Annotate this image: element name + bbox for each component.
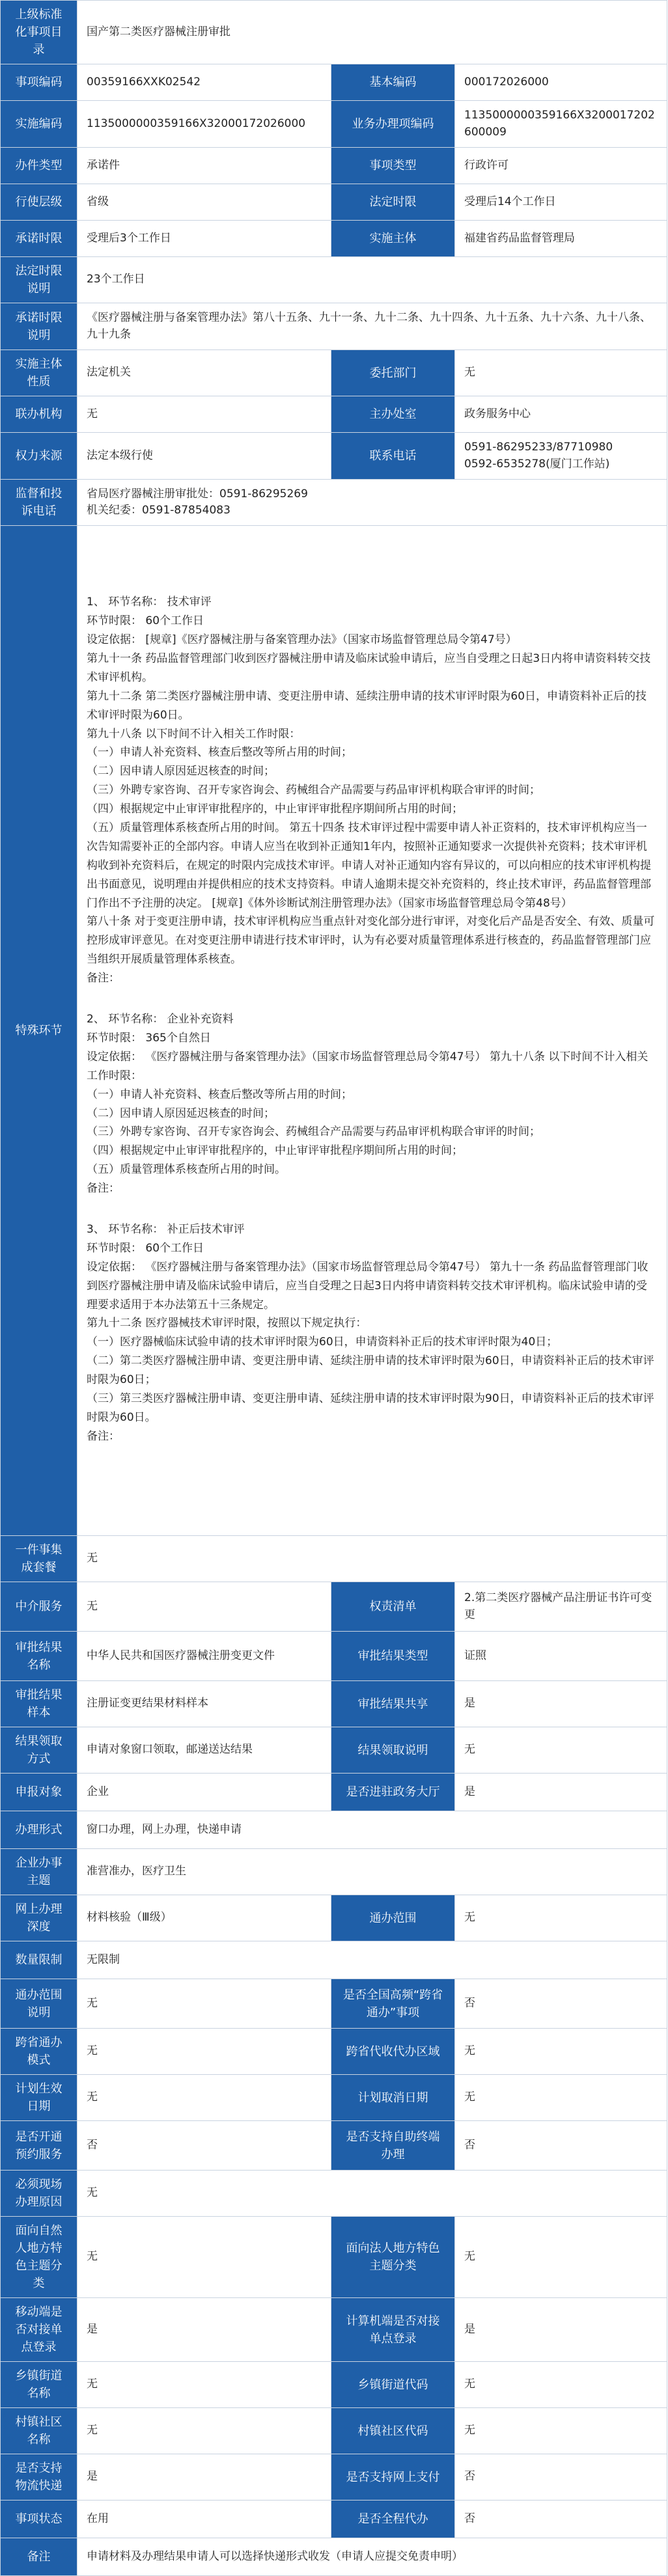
legal-limit-note-label: 法定时限说明 bbox=[1, 257, 77, 303]
special-section-2 bbox=[87, 1010, 658, 1198]
row-catalog bbox=[1, 1, 667, 64]
scope-label: 通办范围 bbox=[331, 1895, 455, 1941]
pc-entry-label: 计算机端是否对接单点登录 bbox=[331, 2298, 455, 2362]
section-line: （五）质量管理体系核查所占用的时间。 第五十四条 技术审评过程中需要申请人补正资料的，技术审评机构应当一次告知需要补正的全部内容。申请人应当在收到补正通知1年内，按照补正通知要求一次提供补充资料；技术审评机构收到补充资料后，在规定的时限内完成技术审评。申请人对补正通知内容有异议的，可以向相应的技术审评机构提出书面意见，说明理由并提供相应的技术支持资料。申请人逾期未提交补充资料的，终止技术审评，药品监督管理部门作出不予注册的决定。 [规章]《体外诊断试剂注册管理办法》（国家市场监督管理总局令第48号） bbox=[87, 821, 651, 910]
row-remark bbox=[1, 2538, 667, 2576]
handle-type-value: 承诺件 bbox=[77, 148, 331, 184]
supervise-value bbox=[77, 480, 667, 526]
section-line: （四）根据规定中止审评审批程序的，中止审评审批程序期间所占用的时间； bbox=[87, 802, 463, 816]
row-promise-limit-note bbox=[1, 303, 667, 350]
person-theme-label: 面向自然人地方特色主题分类 bbox=[1, 2217, 77, 2298]
one-thing-label: 一件事集成套餐 bbox=[1, 1536, 77, 1582]
row-power-source bbox=[1, 433, 667, 480]
online-pay-value: 否 bbox=[455, 2454, 667, 2501]
catalog-value: 国产第二类医疗器械注册审批 bbox=[77, 1, 667, 64]
host-office-label: 主办处室 bbox=[331, 396, 455, 433]
item-code-value: 00359166XXK02542 bbox=[77, 64, 331, 101]
supervise-line: 机关纪委：0591-87854083 bbox=[87, 504, 230, 517]
result-fetch-note-label: 结果领取说明 bbox=[331, 1727, 455, 1774]
level-value: 省级 bbox=[77, 184, 331, 221]
promise-limit-label: 承诺时限 bbox=[1, 221, 77, 257]
village-label: 村镇社区名称 bbox=[1, 2408, 77, 2454]
onsite-reason-label: 必须现场办理原因 bbox=[1, 2171, 77, 2217]
supervise-line: 省局医疗器械注册审批处：0591-86295269 bbox=[87, 487, 308, 500]
appointment-value: 否 bbox=[77, 2121, 331, 2171]
section-line: 环节时限： 365个自然日 bbox=[87, 1031, 211, 1045]
plan-effective-value: 无 bbox=[77, 2075, 331, 2121]
item-type-label: 事项类型 bbox=[331, 148, 455, 184]
section-line: （二）因申请人原因延迟核查的时间； bbox=[87, 765, 275, 778]
remark-label: 备注 bbox=[1, 2538, 77, 2576]
section-line: （一）申请人补充资料、核查后整改等所占用的时间； bbox=[87, 1088, 352, 1101]
catalog-label: 上级标准化事项目录 bbox=[1, 1, 77, 64]
section-line: 备注： bbox=[87, 1429, 120, 1443]
result-name-label: 审批结果名称 bbox=[1, 1632, 77, 1681]
township-code-label: 乡镇街道代码 bbox=[331, 2362, 455, 2408]
scope-note-label: 通办范围说明 bbox=[1, 1979, 77, 2029]
section-line: （四）根据规定中止审评审批程序的，中止审评审批程序期间所占用的时间； bbox=[87, 1144, 463, 1158]
section-line: 环节时限： 60个工作日 bbox=[87, 614, 204, 628]
row-codes bbox=[1, 64, 667, 101]
entrusted-value: 无 bbox=[455, 350, 667, 396]
section-line: 第八十条 对于变更注册申请，技术审评机构应当重点针对变化部分进行审评，对变化后产品是否安全、有效、质量可控形成审评意见。在对变更注册申请进行技术审评时，认为有必要对质量管理体系进行核查的，药品监督管理部门应当组织开展质量管理体系核查。 bbox=[87, 915, 655, 966]
result-type-label: 审批结果类型 bbox=[331, 1632, 455, 1681]
section-line: 设定依据： 《医疗器械注册与备案管理办法》（国家市场监督管理总局令第47号） 第九十一条 药品监督管理部门收到医疗器械注册申请及临床试验申请后，应当自受理之日起3日内将申请资料转交技术审评机构。临床试验申请的受理要求适用于本办法第五十三条规定。 bbox=[87, 1260, 648, 1311]
theme-label: 企业办事主题 bbox=[1, 1849, 77, 1895]
row-township bbox=[1, 2362, 667, 2408]
row-subject-nature bbox=[1, 350, 667, 396]
township-code-value: 无 bbox=[455, 2362, 667, 2408]
subject-label: 实施主体 bbox=[331, 221, 455, 257]
row-applicant bbox=[1, 1774, 667, 1811]
agency-value: 无 bbox=[77, 1582, 331, 1632]
section-line: （一）医疗器械临床试验申请的技术审评时限为60日，申请资料补正后的技术审评时限为40日； bbox=[87, 1336, 558, 1349]
self-service-value: 否 bbox=[455, 2121, 667, 2171]
row-appointment bbox=[1, 2121, 667, 2171]
cross-province-label: 是否全国高频“跨省通办”事项 bbox=[331, 1979, 455, 2029]
row-quantity bbox=[1, 1941, 667, 1979]
row-result-fetch bbox=[1, 1727, 667, 1774]
section-line: 备注： bbox=[87, 1182, 120, 1196]
subject-nature-value: 法定机关 bbox=[77, 350, 331, 396]
special-label: 特殊环节 bbox=[1, 526, 77, 1536]
biz-code-label: 业务办理项编码 bbox=[331, 101, 455, 148]
section-line: 2、 环节名称： 企业补充资料 bbox=[87, 1013, 234, 1026]
entrusted-label: 委托部门 bbox=[331, 350, 455, 396]
township-value: 无 bbox=[77, 2362, 331, 2408]
row-types bbox=[1, 148, 667, 184]
special-sections bbox=[77, 526, 667, 1536]
section-line: 第九十一条 药品监督管理部门收到医疗器械注册申请及临床试验申请后，应当自受理之日起3日内将申请资料转交技术审评机构。 bbox=[87, 652, 651, 684]
section-line: （三）外聘专家咨询、召开专家咨询会、药械组合产品需要与药品审评机构联合审评的时间； bbox=[87, 1125, 540, 1139]
section-line: （三）外聘专家咨询、召开专家咨询会、药械组合产品需要与药品审评机构联合审评的时间； bbox=[87, 784, 540, 797]
section-line: 第九十二条 医疗器械技术审评时限，按照以下规定执行： bbox=[87, 1317, 367, 1330]
scope-note-value: 无 bbox=[77, 1979, 331, 2029]
row-agency bbox=[1, 1582, 667, 1632]
legal-limit-value: 受理后14个工作日 bbox=[455, 184, 667, 221]
cross-mode-label: 跨省通办模式 bbox=[1, 2029, 77, 2075]
village-code-value: 无 bbox=[455, 2408, 667, 2454]
subject-value: 福建省药品监督管理局 bbox=[455, 221, 667, 257]
pc-entry-value: 是 bbox=[455, 2298, 667, 2362]
section-line: （一）申请人补充资料、核查后整改等所占用的时间； bbox=[87, 746, 352, 760]
express-label: 是否支持物流快递 bbox=[1, 2454, 77, 2501]
impl-code-value: 11350000003591​66X32000172026000 bbox=[77, 101, 331, 148]
cross-area-label: 跨省代收代办区域 bbox=[331, 2029, 455, 2075]
row-sso bbox=[1, 2298, 667, 2362]
level-label: 行使层级 bbox=[1, 184, 77, 221]
row-status bbox=[1, 2501, 667, 2538]
phone-label: 联系电话 bbox=[331, 433, 455, 480]
in-hall-value: 是 bbox=[455, 1774, 667, 1811]
remark-value: 申请材料及办理结果申请人可以选择快递形式收发（申请人应提交免责申明） bbox=[77, 2538, 667, 2576]
cross-area-value: 无 bbox=[455, 2029, 667, 2075]
section-line: 设定依据： [规章]《医疗器械注册与备案管理办法》（国家市场监督管理总局令第47号） bbox=[87, 633, 517, 647]
section-line: 第九十二条 第二类医疗器械注册申请、变更注册申请、延续注册申请的技术审评时限为60日，申请资料补正后的技术审评时限为60日。 bbox=[87, 689, 647, 722]
power-source-value: 法定本级行使 bbox=[77, 433, 331, 480]
handle-type-label: 办件类型 bbox=[1, 148, 77, 184]
power-list-label: 权责清单 bbox=[331, 1582, 455, 1632]
result-sample-label: 审批结果样本 bbox=[1, 1681, 77, 1727]
person-theme-value: 无 bbox=[77, 2217, 331, 2298]
theme-value: 准营准办，医疗卫生 bbox=[77, 1849, 667, 1895]
online-pay-label: 是否支持网上支付 bbox=[331, 2454, 455, 2501]
row-onsite-reason bbox=[1, 2171, 667, 2217]
result-type-value: 证照 bbox=[455, 1632, 667, 1681]
section-line: 第九十八条 以下时间不计入相关工作时限： bbox=[87, 727, 301, 741]
plan-effective-label: 计划生效日期 bbox=[1, 2075, 77, 2121]
section-line: （二）第二类医疗器械注册申请、变更注册申请、延续注册申请的技术审评时限为60日，申请资料补正后的技术审评时限为60日； bbox=[87, 1354, 654, 1387]
row-cross-mode bbox=[1, 2029, 667, 2075]
village-code-label: 村镇社区代码 bbox=[331, 2408, 455, 2454]
cross-mode-value: 无 bbox=[77, 2029, 331, 2075]
row-impl-codes bbox=[1, 101, 667, 148]
onsite-reason-value: 无 bbox=[77, 2171, 667, 2217]
full-agent-value: 否 bbox=[455, 2501, 667, 2538]
base-code-label: 基本编码 bbox=[331, 64, 455, 101]
impl-code-label: 实施编码 bbox=[1, 101, 77, 148]
power-list-value: 2.第二类医疗器械产品注册证书许可变更 bbox=[455, 1582, 667, 1632]
status-value: 在用 bbox=[77, 2501, 331, 2538]
result-fetch-note-value: 无 bbox=[455, 1727, 667, 1774]
promise-limit-note-label: 承诺时限说明 bbox=[1, 303, 77, 350]
row-level bbox=[1, 184, 667, 221]
row-theme bbox=[1, 1849, 667, 1895]
promise-limit-note-value: 《医疗器械注册与备案管理办法》第八十五条、九十一条、九十二条、九十四条、九十五条、九十六条、九十八条、九十九条 bbox=[77, 303, 667, 350]
phone-value bbox=[455, 433, 667, 480]
status-label: 事项状态 bbox=[1, 2501, 77, 2538]
one-thing-value: 无 bbox=[77, 1536, 667, 1582]
mobile-entry-value: 是 bbox=[77, 2298, 331, 2362]
row-plan-dates bbox=[1, 2075, 667, 2121]
row-themes bbox=[1, 2217, 667, 2298]
quantity-value: 无限制 bbox=[77, 1941, 667, 1979]
section-line: （三）第三类医疗器械注册申请、变更注册申请、延续注册申请的技术审评时限为90日，申请资料补正后的技术审评时限为60日。 bbox=[87, 1391, 654, 1424]
applicant-label: 申报对象 bbox=[1, 1774, 77, 1811]
joint-org-value: 无 bbox=[77, 396, 331, 433]
section-line: （五）质量管理体系核查所占用的时间。 bbox=[87, 1163, 286, 1177]
row-promise bbox=[1, 221, 667, 257]
row-handle-form bbox=[1, 1811, 667, 1849]
biz-code-value: 11350000003591​66X32000172026000​09 bbox=[455, 101, 667, 148]
row-scope-note bbox=[1, 1979, 667, 2029]
applicant-value: 企业 bbox=[77, 1774, 331, 1811]
phone-line: 0591-86295233/87710980 bbox=[464, 441, 613, 454]
joint-org-label: 联办机构 bbox=[1, 396, 77, 433]
legal-limit-label: 法定时限 bbox=[331, 184, 455, 221]
section-line: 1、 环节名称： 技术审评 bbox=[87, 596, 212, 609]
row-online-depth bbox=[1, 1895, 667, 1941]
result-fetch-value: 申请对象窗口领取，邮递送达结果 bbox=[77, 1727, 331, 1774]
phone-line: 0592-6535278(厦门工作站) bbox=[464, 457, 610, 471]
row-village bbox=[1, 2408, 667, 2454]
item-type-value: 行政许可 bbox=[455, 148, 667, 184]
power-source-label: 权力来源 bbox=[1, 433, 77, 480]
section-line: 环节时限： 60个工作日 bbox=[87, 1241, 204, 1255]
section-line: （二）因申请人原因延迟核查的时间； bbox=[87, 1106, 275, 1120]
township-label: 乡镇街道名称 bbox=[1, 2362, 77, 2408]
section-line: 备注： bbox=[87, 972, 120, 985]
special-section-1 bbox=[87, 593, 658, 988]
section-line: 3、 环节名称： 补正后技术审评 bbox=[87, 1222, 245, 1236]
row-one-thing bbox=[1, 1536, 667, 1582]
result-sample-value[interactable]: 注册证变更结果材料样本 bbox=[77, 1681, 331, 1727]
legal-limit-note-value: 23个工作日 bbox=[77, 257, 667, 303]
scope-value: 无 bbox=[455, 1895, 667, 1941]
result-share-value: 是 bbox=[455, 1681, 667, 1727]
cross-province-value: 否 bbox=[455, 1979, 667, 2029]
base-code-value: 000172026000 bbox=[455, 64, 667, 101]
express-value: 是 bbox=[77, 2454, 331, 2501]
full-agent-label: 是否全程代办 bbox=[331, 2501, 455, 2538]
row-legal-limit-note bbox=[1, 257, 667, 303]
quantity-label: 数量限制 bbox=[1, 1941, 77, 1979]
special-section-3 bbox=[87, 1220, 658, 1446]
legal-theme-label: 面向法人地方特色主题分类 bbox=[331, 2217, 455, 2298]
plan-cancel-value: 无 bbox=[455, 2075, 667, 2121]
plan-cancel-label: 计划取消日期 bbox=[331, 2075, 455, 2121]
village-value: 无 bbox=[77, 2408, 331, 2454]
item-code-label: 事项编码 bbox=[1, 64, 77, 101]
row-special bbox=[1, 526, 667, 1536]
self-service-label: 是否支持自助终端办理 bbox=[331, 2121, 455, 2171]
row-result-sample bbox=[1, 1681, 667, 1727]
row-joint bbox=[1, 396, 667, 433]
handle-form-value: 窗口办理，网上办理，快递申请 bbox=[77, 1811, 667, 1849]
promise-limit-value: 受理后3个工作日 bbox=[77, 221, 331, 257]
row-result-name bbox=[1, 1632, 667, 1681]
row-supervise bbox=[1, 480, 667, 526]
supervise-label: 监督和投诉电话 bbox=[1, 480, 77, 526]
agency-label: 中介服务 bbox=[1, 1582, 77, 1632]
appointment-label: 是否开通预约服务 bbox=[1, 2121, 77, 2171]
online-depth-label: 网上办理深度 bbox=[1, 1895, 77, 1941]
handle-form-label: 办理形式 bbox=[1, 1811, 77, 1849]
host-office-value: 政务服务中心 bbox=[455, 396, 667, 433]
row-express bbox=[1, 2454, 667, 2501]
result-name-value: 中华人民共和国医疗器械注册变更文件 bbox=[77, 1632, 331, 1681]
legal-theme-value: 无 bbox=[455, 2217, 667, 2298]
mobile-entry-label: 移动端是否对接单点登录 bbox=[1, 2298, 77, 2362]
section-line: 设定依据： 《医疗器械注册与备案管理办法》（国家市场监督管理总局令第47号） 第九十八条 以下时间不计入相关工作时限： bbox=[87, 1050, 648, 1082]
online-depth-value: 材料核验（Ⅲ级） bbox=[77, 1895, 331, 1941]
in-hall-label: 是否进驻政务大厅 bbox=[331, 1774, 455, 1811]
result-share-label: 审批结果共享 bbox=[331, 1681, 455, 1727]
result-fetch-label: 结果领取方式 bbox=[1, 1727, 77, 1774]
subject-nature-label: 实施主体性质 bbox=[1, 350, 77, 396]
